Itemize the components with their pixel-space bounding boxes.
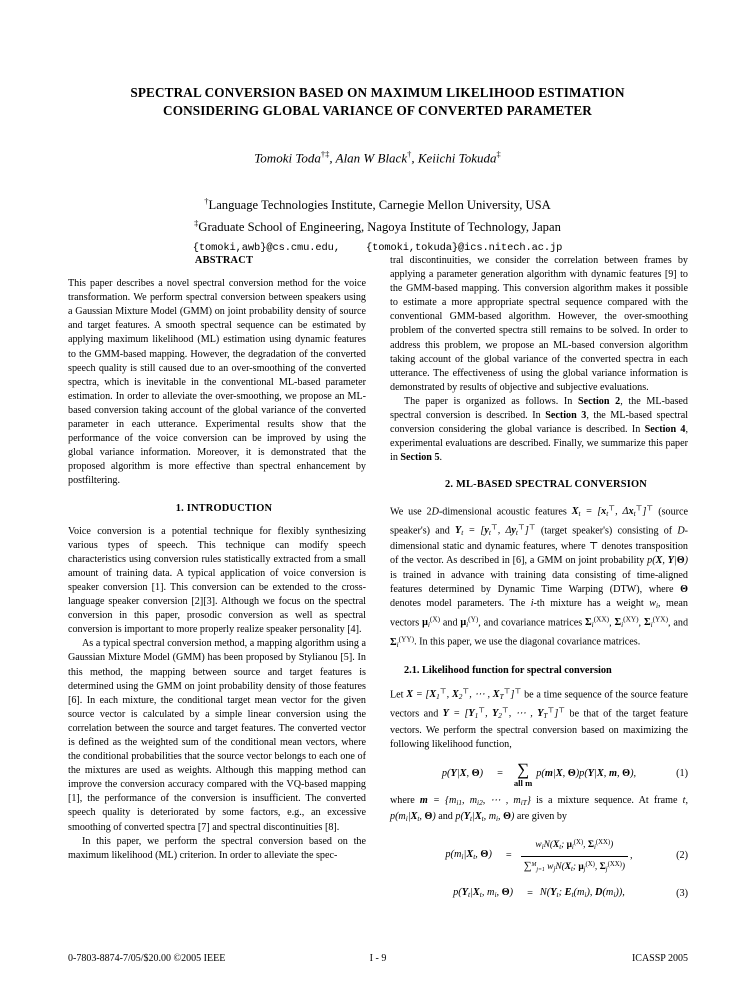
eq1-summation [514, 761, 532, 788]
author-1-name: Tomoki Toda [254, 150, 321, 166]
s21-text-7: and [435, 811, 456, 823]
affiliation-2-text: Graduate School of Engineering, Nagoya Institute of Technology, Japan [198, 220, 561, 235]
eq1-sum-label: all m [513, 777, 533, 788]
affiliation-2 [60, 215, 695, 237]
eq2-lhs: $p(m_i|X_t$, Θ) [445, 849, 492, 862]
s2-text-15: , and [668, 617, 689, 629]
equation-1 [390, 761, 688, 788]
eq1-lhs: p(Y|X, Θ) [441, 767, 484, 779]
equation-2 [390, 836, 688, 877]
s21-text-5: is a mixture sequence. At frame [530, 795, 683, 807]
left-column [68, 254, 366, 909]
author-2-name: Alan W Black [335, 150, 408, 166]
s2-text-14: , [638, 617, 644, 629]
affiliation-1 [60, 193, 695, 215]
continued-paragraph: tral discontinuities, we consider the correlation between frames by applying a parameter generation algorithm with dynamic features [9] to the GMM-based mapping. This conversion algorithm makes it possible to estimate a more appropriate spectral sequence compared with the conventional GMM-based algorithm. However, the over-smoothing problem of the converted spectra still remains to be solved. In order to address this problem, we propose an ML-based conversion algorithm taking account of the global variance of the converted spectra in each utterance. The effectiveness of using the global variance information is demonstrated by results of objective and subjective evaluations. [390, 255, 688, 393]
s2-text-10: , mean vectors [390, 597, 688, 629]
intro-paragraph-3: In this paper, we perform the spectral conversion based on the maximum likelihood (ML) criterion. In order to alleviate the spec- [68, 835, 366, 861]
eq2-numerator: $w_iN(X_t$; $\mu_i^{(X)}$, $\Sigma_i^{(XX)}$) [535, 838, 614, 851]
footer-page-number: I - 9 [369, 953, 387, 964]
affiliation-2-mark: ‡ [194, 218, 199, 229]
email-1: {tomoki,awb}@cs.cmu.edu, [192, 241, 340, 254]
section2-paragraph: We use 2D-dimensional acoustic features $X_t = [x_t^⊤$, $\Delta x_t^⊤]^⊤$ (source speaker's) and $Y_t = [y_t^⊤$, $\Delta y_t^⊤]^⊤$ (target speaker's) consisting of D-dimensional static and dynamic features, where ⊤ denotes transposition of the vector. As described in [6], a GMM on joint probability p(X, Y|Θ) is trained in advance with training data consisting of time-aligned features determined by Dynamic Time Warping (DTW), where Θ denotes model parameters. The i-th mixture has a weight $w_i$, mean vectors $\mu_i^{(X)}$ and $\mu_i^{(Y)}$, and covariance matrices $\Sigma_i^{(XX)}$, $\Sigma_i^{(XY)}$, $\Sigma_i^{(YX)}$, and $\Sigma_i^{(YY)}$. In this paper, we use the diagonal covariance matrices. [390, 503, 689, 649]
s2-text-6: denotes transposition of the vector. As described in [6], a GMM on joint probability [390, 541, 688, 567]
footer-conference: ICASSP 2005 [631, 953, 688, 964]
s21-text-1: Let [390, 689, 407, 700]
organization-paragraph [390, 395, 688, 465]
s2-text-2: -dimensional acoustic features [438, 505, 572, 517]
s21-text-2: be a time sequence of the source feature vectors and [390, 689, 689, 720]
eq2-denominator: ∑$^M_{j=1}$ $w_jN(X_t$; $\mu_j^{(X)}$, $\Sigma_j^{(XX)}$) [523, 860, 626, 873]
s2-text-12: , and covariance matrices [478, 617, 586, 629]
eq3-rhs: $N(Y_t$; $E_t(m_i)$, $D(m_i)$), [539, 886, 625, 899]
s21-text-6: , [685, 795, 689, 807]
org-text-5: . [439, 452, 443, 464]
intro-paragraph-1: Voice conversion is a potential technique for flexibly synthesizing various types of speech. This technique can modify speech characteristics using conversion rules statistically extracted from a small amount of training data. A typical application of voice conversion is speaker conversion [1]. This conversion can be extended to the cross-language speaker conversion [2][3]. Although we focus on the spectral conversion in this paper, prosodic conversion as well as spectral conversion is important to more properly realize speaker personality [4]. [68, 525, 366, 636]
ref-section-2: Section 2 [577, 395, 621, 407]
abstract-heading: ABSTRACT [194, 255, 254, 266]
equation-1-number: (1) [676, 767, 688, 779]
s2-text-9: -th mixture has a weight [533, 597, 650, 609]
eq2-fraction [521, 836, 628, 877]
eq2-equals: = [505, 850, 512, 862]
ref-section-5: Section 5 [400, 452, 440, 464]
eq1-rhs: p(m|X, Θ)p(Y|X, m, Θ), [536, 767, 637, 779]
s2-text-11: and [440, 617, 461, 629]
section21-paragraph: Let $X = [X_1^⊤$, $X_2^⊤$, ⋯ , $X_T^⊤]^⊤$ be a time sequence of the source feature vectors and $Y = [Y_1^⊤$, $Y_2^⊤$, ⋯ , $Y_T^⊤]^⊤$ be that of the target feature vectors. We perform the spectral conversion based on maximizing the following likelihood function, [390, 686, 689, 750]
equation-3-number: (3) [676, 887, 688, 899]
section-heading-introduction: 1. INTRODUCTION [175, 502, 273, 514]
section-heading-ml-based-spectral-conversion: 2. ML-BASED SPECTRAL CONVERSION [445, 479, 647, 491]
equation-3 [390, 886, 688, 902]
ref-section-3: Section 3 [545, 410, 587, 422]
affiliation-1-mark: † [204, 196, 209, 207]
equation-2-row [390, 836, 688, 877]
s2-text-8: denotes model parameters. The [390, 597, 531, 609]
right-column [390, 254, 688, 909]
title-line-2: CONSIDERING GLOBAL VARIANCE OF CONVERTED PARAMETER [163, 103, 592, 118]
section21-paragraph-2: where $m = \{m_{i1}$, $m_{i2}$, ⋯ , $m_{iT}$} is a mixture sequence. At frame t, $p(m_i|X_t$, Θ) and $p(Y_t|X_t$, $m_i$, Θ) are given by [390, 795, 689, 824]
affiliation-block [60, 193, 695, 255]
eq2-comma: , [630, 850, 633, 862]
author-list [60, 146, 695, 166]
author-sep-2: , [411, 150, 418, 166]
affiliation-1-text: Language Technologies Institute, Carnegie Mellon University, USA [208, 198, 551, 213]
s2-text-5: -dimensional static and dynamic features, where [390, 525, 688, 553]
org-text-3: , the ML-based spectral conversion considering the global variance is described. In [390, 410, 689, 436]
org-text-1: The paper is organized as follows. In [404, 395, 578, 407]
author-2-marks: † [407, 149, 412, 159]
abstract-paragraph: This paper describes a novel spectral conversion method for the voice transformation. We perform spectral conversion between speakers using a Gaussian Mixture Model (GMM) on joint probability density of source and target features. A smooth spectral sequence can be estimated by applying maximum likelihood (ML) estimation using dynamic features to the GMM-based mapping. However, the degradation of the converted speech quality is still caused due to an over-smoothing of the converted spectra, which is inevitable in the conventional ML-based parameter estimation. In order to alleviate the over-smoothing, we propose an ML-based conversion taking account of the global variance of the converted parameter in each utterance. Experimental results show that the performance of the voice conversion can be improved by using the global variance information. Moreover, it is demonstrated that the proposed algorithm is more effective than spectral enhancement by postfiltering. [68, 278, 366, 487]
s2-text-7: is trained in advance with training data consisting of time-aligned features determined by Dynamic Time Warping (DTW), where [390, 569, 688, 595]
s21-text-4: where [390, 795, 420, 807]
ref-section-4: Section 4 [644, 424, 686, 436]
equation-1-row [390, 761, 688, 788]
author-1-marks: †‡ [320, 149, 330, 159]
eq3-equals: = [527, 887, 533, 899]
s2-text-4: (target speaker's) consisting of [535, 525, 678, 537]
equation-2-number: (2) [676, 850, 688, 862]
intro-paragraph-2: As a typical spectral conversion method, a mapping algorithm using a Gaussian Mixture Model (GMM) has been proposed by Stylianou [5]. In this method, the mapping between source and target features is determined using the GMM on joint probability density of those features [6]. In each mixture, the conditional target mean vector for the given source vector is calculated by a simple linear conversion using the correlation between the source and target features. The converted vector is defined as the weighted sum of the conditional mean vectors, where the conditional probabilities that the source vector belongs to each one of the mixtures are used as weights. Although this mapping method can improve the conversion accuracy compared with the VQ-based mapping [1], the performance of the conversion is insufficient. The converted speech quality is deteriorated by some factors, e.g., an excessive smoothing of converted spectra [7] and spectral discontinuities [8]. [68, 638, 366, 833]
equation-3-row [390, 886, 688, 902]
body-columns [68, 254, 688, 909]
s2-text-16: . In this paper, we use the diagonal covariance matrices. [414, 636, 641, 648]
equation-3-body [453, 886, 625, 902]
subsection-heading-likelihood-function: 2.1. Likelihood function for spectral conversion [404, 664, 612, 676]
title-block [60, 0, 695, 256]
page-title [60, 84, 695, 120]
s2-text-3: (source speaker's) and [390, 505, 688, 537]
footer-copyright: 0-7803-8874-7/05/$20.00 ©2005 IEEE [68, 953, 226, 964]
s2-text-1: We use 2 [390, 505, 432, 517]
email-2: {tomoki,tokuda}@ics.nitech.ac.jp [365, 241, 563, 254]
author-sep-1: , [329, 150, 336, 166]
s2-text-13: , [609, 617, 615, 629]
org-text-2: , the ML-based spectral conversion is described. In [390, 395, 688, 422]
author-3-marks: ‡ [496, 149, 501, 159]
eq1-equals: = [497, 767, 503, 779]
equation-2-body [445, 836, 632, 877]
equation-1-body [442, 761, 636, 788]
s21-text-3: be that of the target feature vectors. We perform the spectral conversion based on maximizing the following likelihood function, [390, 708, 689, 750]
title-line-1: SPECTRAL CONVERSION BASED ON MAXIMUM LIKELIHOOD ESTIMATION [130, 85, 625, 100]
author-3-name: Keiichi Tokuda [417, 150, 497, 166]
org-text-4: , experimental evaluations are described. Finally, we summarize this paper in [390, 424, 689, 464]
s21-text-8: are given by [514, 811, 567, 823]
sigma-icon: ∑ [517, 759, 530, 779]
eq3-lhs: $p(Y_t|X_t$, $m_i$, Θ) [453, 886, 514, 899]
page-footer [68, 953, 688, 964]
